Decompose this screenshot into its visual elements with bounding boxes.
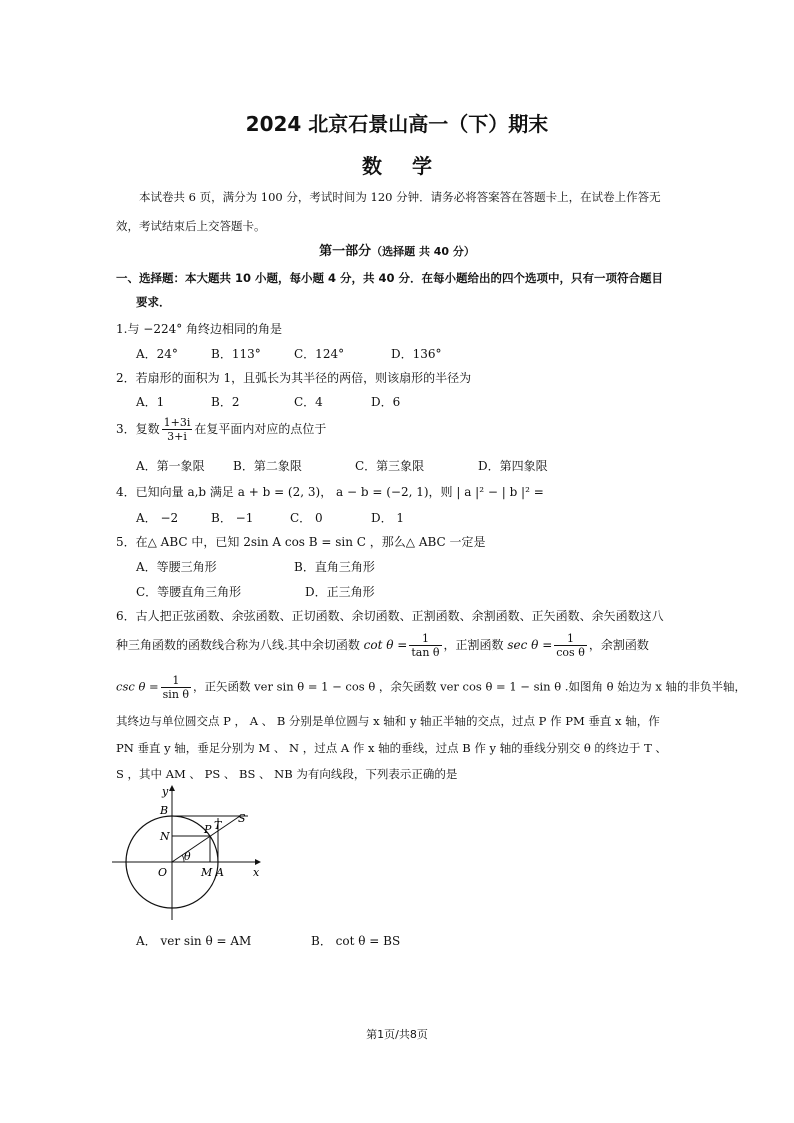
sec-numerator: 1 bbox=[554, 632, 587, 646]
q3-option-c: C．第三象限 bbox=[355, 459, 425, 473]
q3-option-b: B．第二象限 bbox=[233, 459, 302, 473]
sec-denominator: cos θ bbox=[556, 646, 585, 659]
q2-option-a: A．1 bbox=[136, 395, 165, 409]
question-3-stem bbox=[116, 416, 326, 443]
q6-option-a: A． ver sin θ = AM bbox=[136, 934, 252, 948]
question-6-line3 bbox=[116, 674, 746, 701]
question-1-stem: 1.与 −224° 角终边相同的角是 bbox=[116, 322, 283, 336]
q1-option-b: B．113° bbox=[211, 347, 261, 361]
q5-option-d: D．正三角形 bbox=[305, 585, 375, 599]
label-b: B bbox=[160, 804, 169, 817]
question-6-line5: PN 垂直 y 轴，垂足分别为 M 、 N ，过点 A 作 x 轴的垂线，过点 B 作 y 轴的垂线分别交 θ 的终边于 T 、 bbox=[116, 741, 667, 755]
cot-fraction bbox=[409, 632, 441, 659]
label-o: O bbox=[158, 866, 168, 879]
label-t: T bbox=[214, 819, 222, 832]
q1-option-c: C．124° bbox=[294, 347, 345, 361]
q2-option-d: D．6 bbox=[371, 395, 401, 409]
cot-formula-lhs: cot θ = bbox=[363, 638, 408, 652]
q6-option-b: B． cot θ = BS bbox=[311, 934, 401, 948]
q4-option-a: A． −2 bbox=[136, 511, 179, 525]
q4-option-b: B． −1 bbox=[211, 511, 254, 525]
q2-option-b: B．2 bbox=[211, 395, 240, 409]
page-footer: 第1页/共8页 bbox=[366, 1028, 428, 1041]
question-6-line1: 6．古人把正弦函数、余弦函数、正切函数、余切函数、正割函数、余割函数、正矢函数、余矢函数这八 bbox=[116, 609, 664, 623]
q6-versin-text: ，正矢函数 ver sin θ = 1 − cos θ ，余矢函数 ver cos θ = 1 − sin θ .如图角 θ 始边为 x 轴的非负半轴， bbox=[193, 679, 746, 694]
q5-option-a: A．等腰三角形 bbox=[136, 560, 217, 574]
q6-cot-intro: 种三角函数的函数线合称为八线.其中余切函数 bbox=[116, 638, 360, 652]
csc-formula-lhs: csc θ = bbox=[116, 679, 159, 694]
instructions: 本试卷共 6 页，满分为 100 分，考试时间为 120 分钟．请务必将答案答在答题卡上，在试卷上作答无效，考试结束后上交答题卡。 bbox=[116, 190, 661, 233]
q3-denominator: 3+i bbox=[167, 430, 187, 443]
q3-post: 在复平面内对应的点位于 bbox=[194, 422, 327, 436]
csc-fraction bbox=[161, 674, 191, 701]
sec-formula-lhs: sec θ = bbox=[507, 638, 553, 652]
cot-denominator: tan θ bbox=[411, 646, 440, 659]
sec-fraction bbox=[554, 632, 587, 659]
q4-option-c: C． 0 bbox=[290, 511, 323, 525]
q3-option-a: A．第一象限 bbox=[136, 459, 205, 473]
q6-sec-intro: ，正割函数 bbox=[443, 638, 504, 652]
q3-numerator: 1+3i bbox=[163, 416, 191, 429]
label-p: P bbox=[204, 823, 212, 836]
question-5-stem: 5．在△ ABC 中，已知 2sin A cos B = sin C ，那么△ ABC 一定是 bbox=[116, 535, 486, 549]
label-a: A bbox=[216, 866, 224, 879]
question-6-line6: S ，其中 AM 、 PS 、 BS 、 NB 为有向线段，下列表示正确的是 bbox=[116, 767, 458, 781]
csc-numerator: 1 bbox=[161, 674, 191, 688]
subject-heading: 数学 bbox=[362, 154, 462, 178]
question-6-line2 bbox=[116, 632, 649, 659]
label-y: y bbox=[162, 785, 169, 798]
q6-csc-intro: ，余割函数 bbox=[588, 638, 649, 652]
label-theta: θ bbox=[184, 850, 191, 863]
q1-option-a: A．24° bbox=[136, 347, 178, 361]
question-2-stem: 2．若扇形的面积为 1，且弧长为其半径的两倍，则该扇形的半径为 bbox=[116, 371, 472, 385]
part-title: 第一部分 bbox=[319, 244, 372, 259]
label-m: M bbox=[201, 866, 213, 879]
q3-option-d: D．第四象限 bbox=[478, 459, 548, 473]
label-s: S bbox=[238, 812, 246, 825]
q2-option-c: C．4 bbox=[294, 395, 323, 409]
csc-denominator: sin θ bbox=[162, 688, 190, 701]
part-one-heading bbox=[0, 240, 794, 259]
part-note: （选择题 共 40 分） bbox=[371, 245, 475, 258]
q5-option-c: C．等腰直角三角形 bbox=[136, 585, 242, 599]
question-4-stem: 4．已知向量 a,b 满足 a + b = (2, 3)， a − b = (−2, 1)，则 | a |² − | b |² = bbox=[116, 485, 544, 499]
cot-numerator: 1 bbox=[409, 632, 441, 646]
page-title: 2024 北京石景山高一（下）期末 bbox=[245, 112, 549, 136]
section-heading-line2: 要求． bbox=[136, 295, 171, 309]
q4-option-d: D． 1 bbox=[371, 511, 405, 525]
q5-option-b: B．直角三角形 bbox=[294, 560, 375, 574]
unit-circle-figure bbox=[110, 782, 270, 922]
section-heading-line1: 一、选择题：本大题共 10 小题，每小题 4 分，共 40 分．在每小题给出的四个选项中，只有一项符合题目 bbox=[116, 271, 664, 285]
q1-option-d: D．136° bbox=[391, 347, 442, 361]
q3-fraction bbox=[162, 416, 193, 443]
q3-pre: 3．复数 bbox=[116, 422, 160, 436]
label-n: N bbox=[160, 830, 170, 843]
question-6-line4: 其终边与单位圆交点 P ， A 、 B 分别是单位圆与 x 轴和 y 轴正半轴的交点，过点 P 作 PM 垂直 x 轴，作 bbox=[116, 714, 660, 728]
label-x: x bbox=[253, 866, 260, 879]
